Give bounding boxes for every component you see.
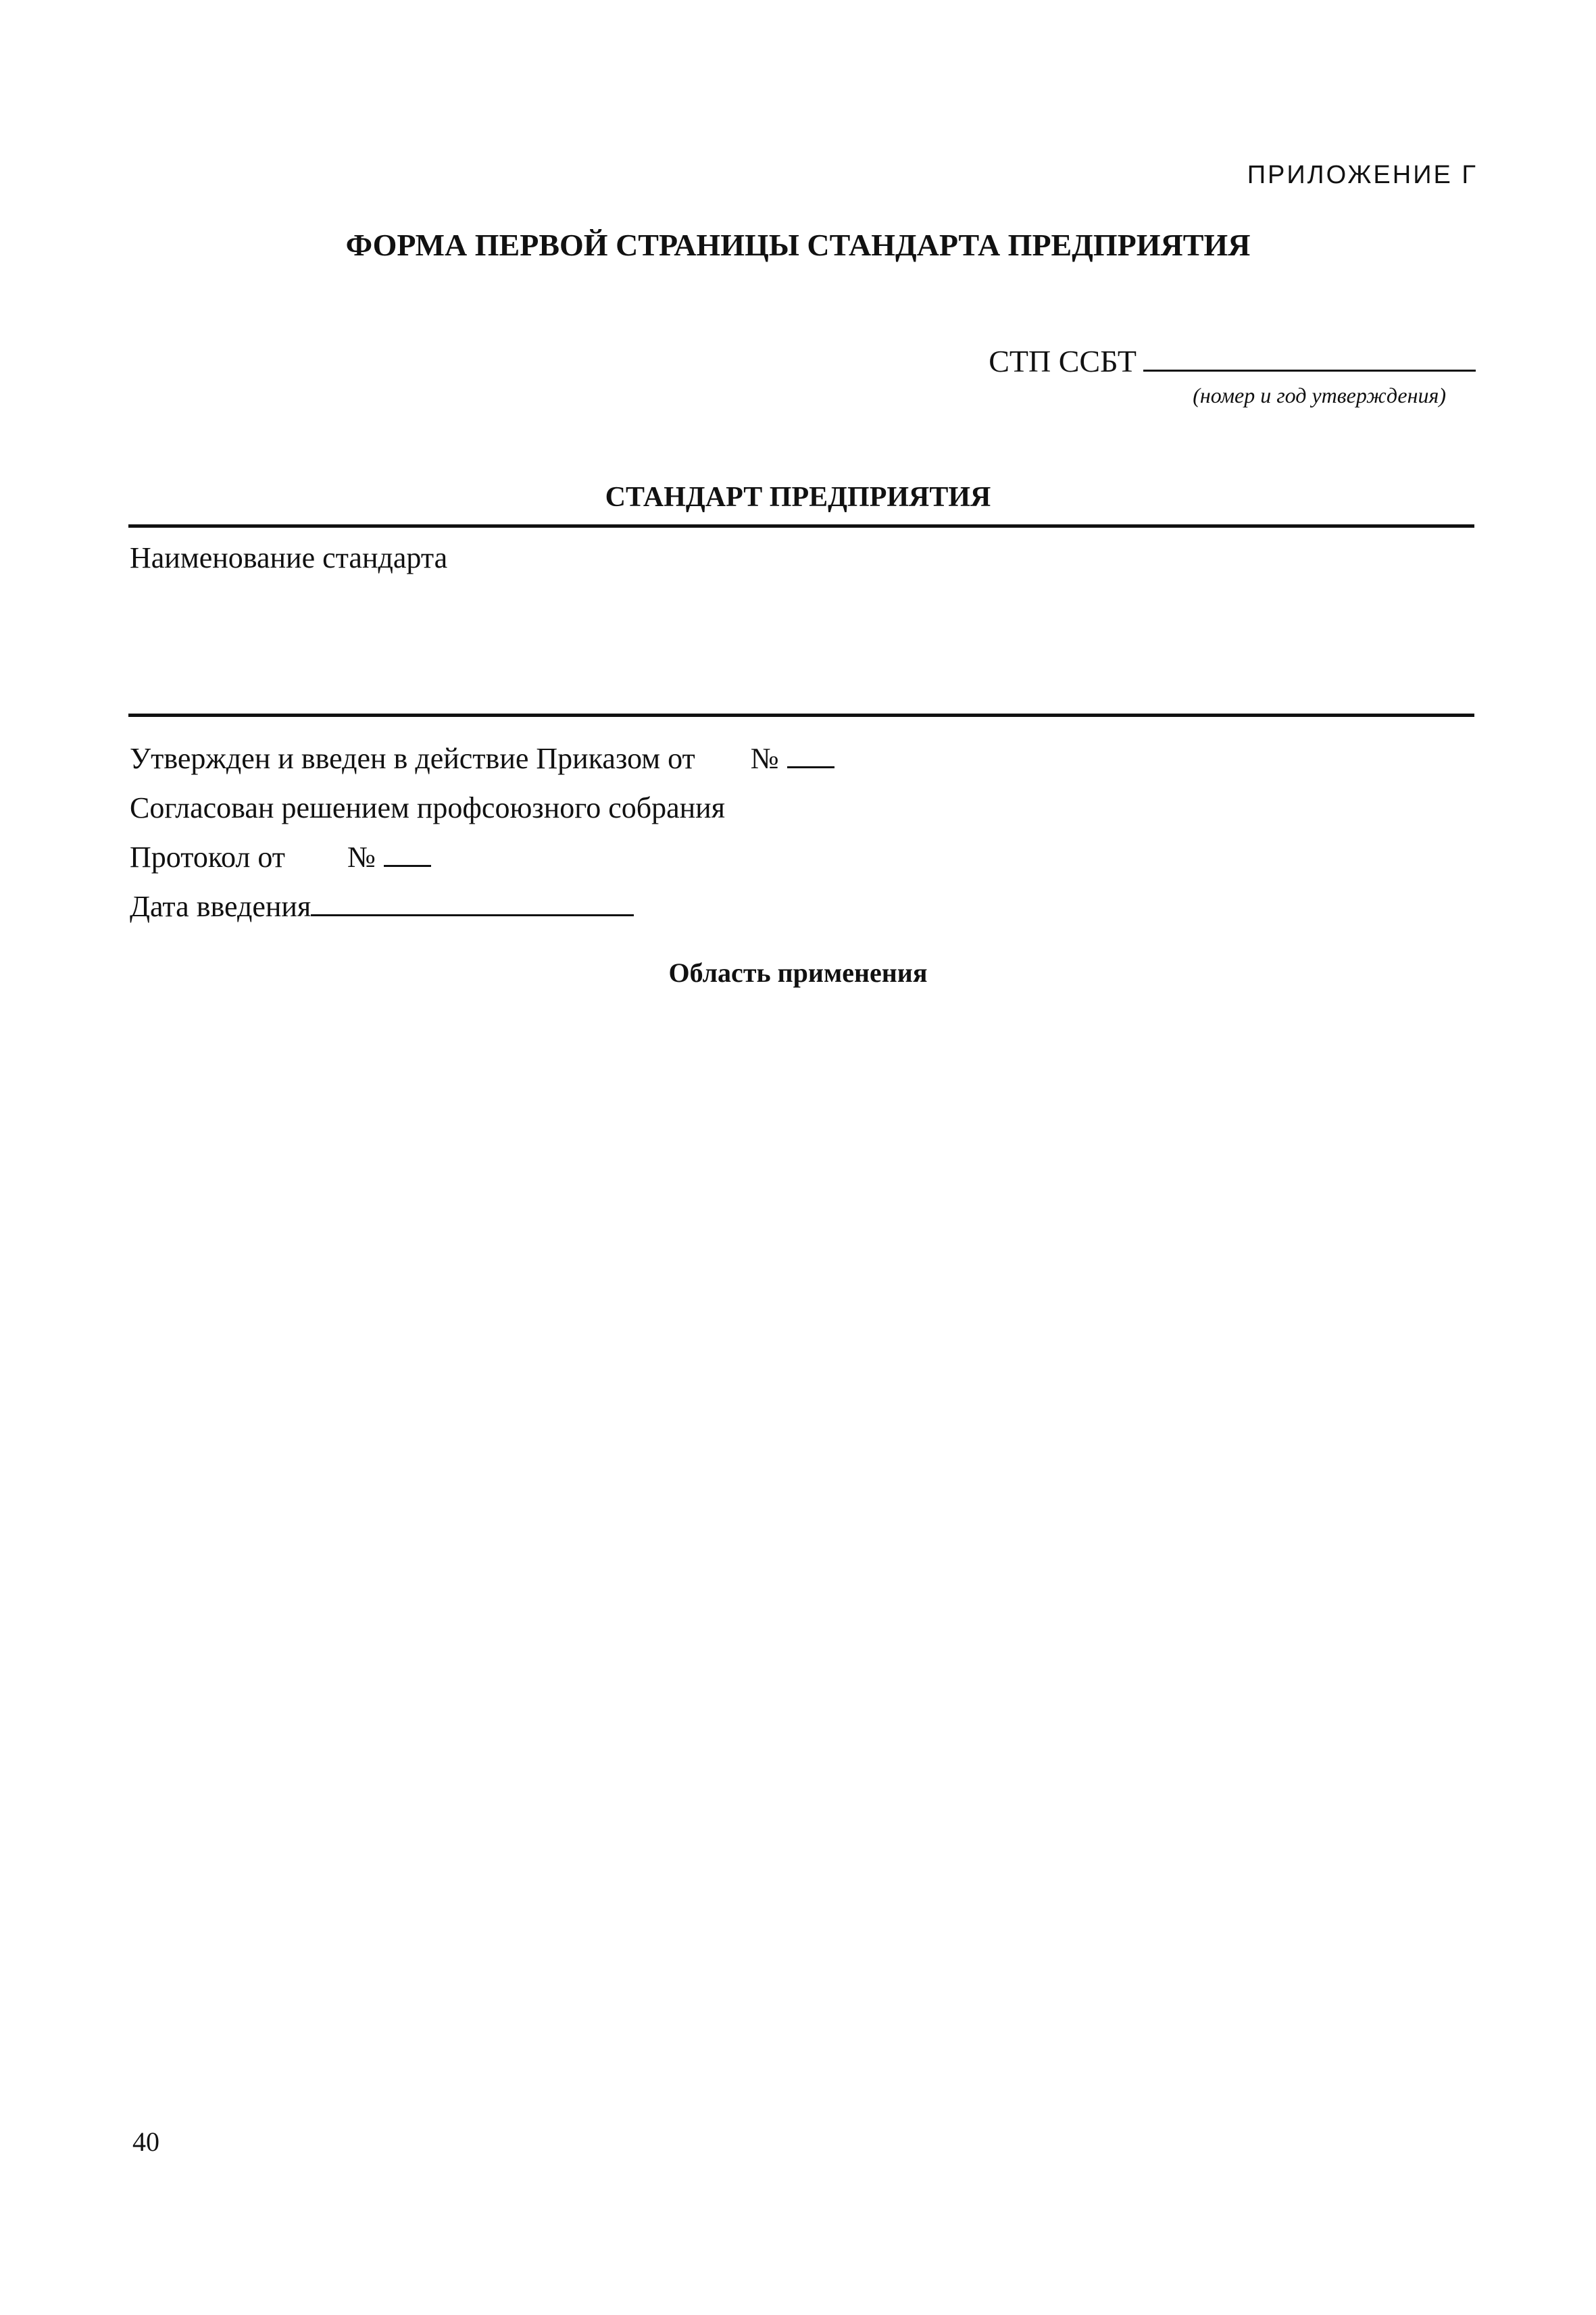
- approved-number-sign: №: [750, 742, 779, 775]
- page-number: 40: [132, 2126, 159, 2157]
- protocol-label: Протокол от: [130, 841, 286, 874]
- standard-title: СТАНДАРТ ПРЕДПРИЯТИЯ: [605, 482, 991, 513]
- date-line: [130, 889, 634, 924]
- agreed-line: Согласован решением профсоюзного собрания: [130, 791, 725, 824]
- date-blank: [311, 894, 634, 916]
- stp-number-blank: [1143, 344, 1476, 372]
- form-title: ФОРМА ПЕРВОЙ СТРАНИЦЫ СТАНДАРТА ПРЕДПРИЯТИЯ: [345, 228, 1251, 262]
- top-divider: [128, 524, 1474, 528]
- standard-name-label: Наименование стандарта: [130, 541, 448, 574]
- approved-number-blank: [787, 746, 834, 768]
- protocol-number-blank: [384, 845, 431, 867]
- stp-code: СТП ССБТ: [989, 344, 1137, 378]
- stp-designation-block: [989, 343, 1476, 408]
- stp-designation-line: [989, 343, 1476, 379]
- protocol-number-sign: №: [347, 841, 376, 874]
- approved-line: [130, 741, 834, 776]
- scope-heading: Область применения: [668, 957, 928, 988]
- annex-label: ПРИЛОЖЕНИЕ Г: [1247, 161, 1478, 189]
- protocol-line: [130, 840, 431, 874]
- stp-number-note: (номер и год утверждения): [1193, 383, 1446, 407]
- date-label: Дата введения: [130, 890, 311, 923]
- approved-label: Утвержден и введен в действие Приказом от: [130, 742, 695, 775]
- bottom-divider: [128, 714, 1474, 717]
